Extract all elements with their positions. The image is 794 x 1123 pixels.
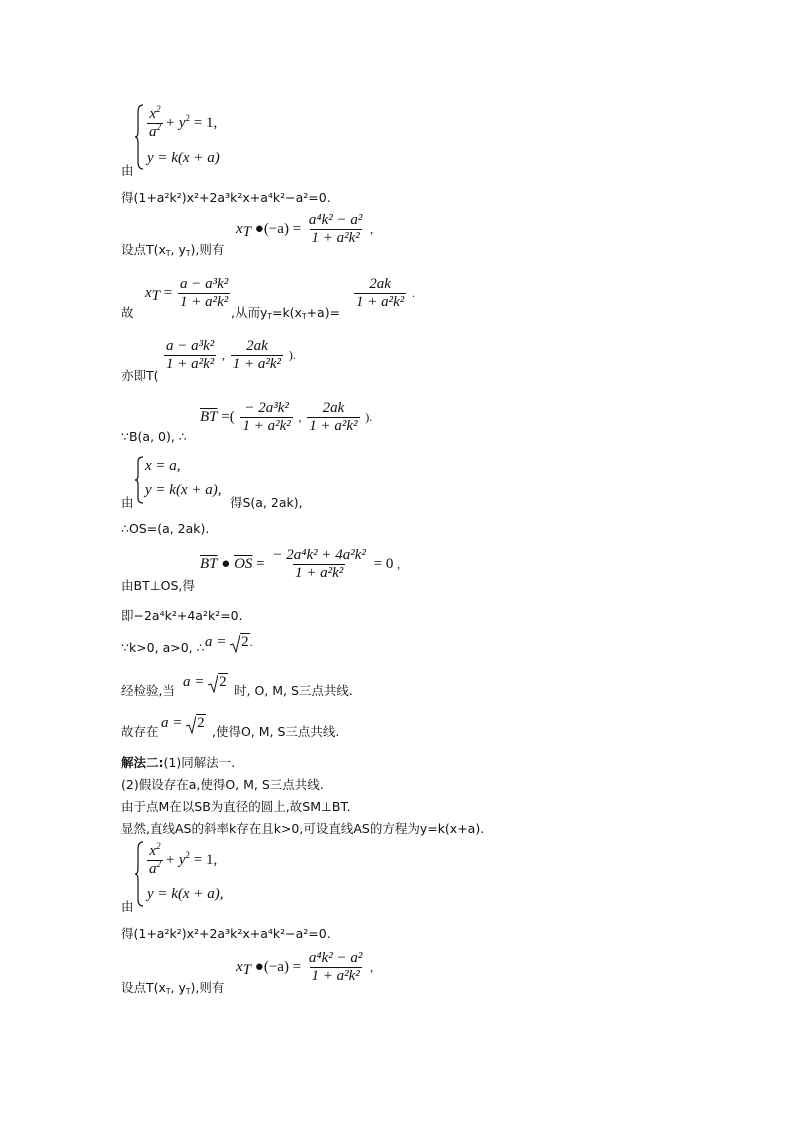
formula-T-coords: $\frac{\text{a − a³k²}}{\text{1 + a²k²}}$ , $\frac{2ak}{\text{1 + a²k²}}$ ). [166,338,296,372]
text: (1)同解法一. [163,755,236,770]
text: a = [205,634,227,650]
text: 设点T(x [121,242,166,257]
text: = 0 [373,555,394,572]
formula-BT: $\overline{BT}$ =( $\frac{\text{− 2a³k²}}{\text{1 + a²k²}}$ , $\frac{2ak}{\text{1 + a²k²}}$ ). [200,400,373,434]
formula-a-sqrt2-1: a = 2. [205,634,253,650]
left-brace [134,104,144,170]
denominator: 1 + a²k² [242,418,291,434]
formula-dot: $\overline{BT}$ ● $\overline{OS}$ = $\frac{\text{− 2a⁴k² + 4a²k²}}{\text{1 + a²k²}}$ = 0 , [200,547,401,581]
line-B: ∵B(a, 0), ∴ [121,429,187,444]
system-eq2: y = k(x + a) [147,150,220,166]
numerator: a⁴k² − a² [308,212,363,228]
vector-BT: $\overline{BT}$ [200,408,218,425]
numerator: − 2a³k² [244,400,289,416]
text: , y [170,980,186,995]
line-circle: 由于点M在以SB为直径的圆上,故SM⊥BT. [121,799,351,814]
text: =k(x [271,305,302,320]
line-assume: (2)假设存在a,使得O, M, S三点共线. [121,777,324,792]
line-k-positive [121,640,205,655]
numerator: − 2a⁴k² + 4a²k² [272,547,366,563]
denominator: 1 + a²k² [311,968,360,984]
formula-yT: $\frac{2ak}{\text{1 + a²k²}}$ . [356,276,416,310]
line-setT-1: 设点T(xT, yT),则有 [121,242,225,258]
line-perp: 由BT⊥OS,得 [121,578,195,593]
line-conclusion-tail: ,使得O, M, S三点共线. [212,724,340,739]
formula-xT-3: $x_T$ ●(−a) = $\frac{\text{a⁴k² − a²}}{\text{1 + a²k²}}$ , [236,950,374,984]
formula-a-sqrt2-2 [183,674,228,691]
numerator: a − a³k² [166,338,215,354]
text: ),则有 [190,242,225,257]
numerator: 2ak [246,338,268,354]
denominator: 1 + a²k² [311,230,360,246]
line-conclusion: 故存在 [121,724,159,739]
text: a = [183,674,205,690]
text: (−a) = [263,220,302,237]
eq1-rhs: + y [165,114,186,131]
text: a = [161,715,183,731]
radicand: 2 [241,634,249,650]
line-S: 得S(a, 2ak), [230,495,303,510]
left-brace [134,456,144,504]
vector-OS: $\overline{OS}$ [234,555,253,572]
radicand: 2 [197,715,205,731]
radicand: 2 [219,674,227,690]
line-T-coords: 亦即T( [121,368,159,383]
text: ),则有 [190,980,225,995]
system3-eq1: $\frac{x^2}{a^2}$ + $y^2 = 1$, [149,841,218,877]
numerator: 2ak [369,276,391,292]
numerator: 2ak [322,400,345,416]
text: 设点T(x [121,980,166,995]
denominator: 1 + a²k² [295,565,344,581]
text: + y [165,851,186,868]
line-setT-2: 设点T(xT, yT),则有 [121,980,225,996]
text: (−a) = [263,958,302,975]
text: , y [170,242,186,257]
solution-two-heading [121,753,235,771]
numerator: a − a³k² [179,276,229,292]
text: +a)= [306,305,341,320]
vector-BT: $\overline{BT}$ [200,555,218,572]
you-label: 由 [121,163,134,178]
denominator: 1 + a²k² [179,294,229,310]
line-yT: ,从而yT=k(xT+a)= [231,305,341,321]
text: ∵k>0, a>0, ∴ [121,640,205,655]
heading-bold: 解法二: [121,755,164,770]
formula-a-sqrt2-3 [161,715,206,732]
system2-eq2: y = k(x + a), [145,482,222,498]
line-eq: 即−2a⁴k²+4a²k²=0. [121,608,243,623]
denominator: 1 + a²k² [166,356,215,372]
numerator: a⁴k² − a² [308,950,363,966]
denominator: 1 + a²k² [232,356,282,372]
denominator: 1 + a²k² [309,418,358,434]
system2-eq1: x = a, [145,458,181,474]
eq1-end: = 1, [190,114,218,131]
line-slope: 显然,直线AS的斜率k存在且k>0,可设直线AS的方程为y=k(x+a). [121,821,485,836]
line-therefore: 故 [121,305,134,320]
line-expand-2: 得(1+a²k²)x²+2a³k²x+a⁴k²−a²=0. [121,926,331,941]
formula-xT-1: $x_T$ ●(−a) = $\frac{\text{a⁴k² − a²}}{\text{1 + a²k²}}$ , [236,212,374,246]
text: = 1, [190,851,218,868]
you-label: 由 [121,495,134,510]
left-brace [134,841,144,907]
line-check: 经检验,当 [121,683,175,698]
denominator: 1 + a²k² [356,294,405,310]
line-OS: ∴OS=(a, 2ak). [121,521,210,536]
formula-xT-2: $x_T$ = $\frac{\text{a − a³k²}}{\text{1 + a²k²}}$ [145,276,229,310]
line-expand-1: 得(1+a²k²)x²+2a³k²x+a⁴k²−a²=0. [121,190,331,205]
system3-eq2: y = k(x + a), [147,886,224,902]
system-eq1: $\frac{x^2}{a^2}$ + $y^2 = 1$, [149,104,218,140]
text: ,从而y [231,305,268,320]
you-label: 由 [121,899,134,914]
line-check-tail: 时, O, M, S三点共线. [234,683,353,698]
